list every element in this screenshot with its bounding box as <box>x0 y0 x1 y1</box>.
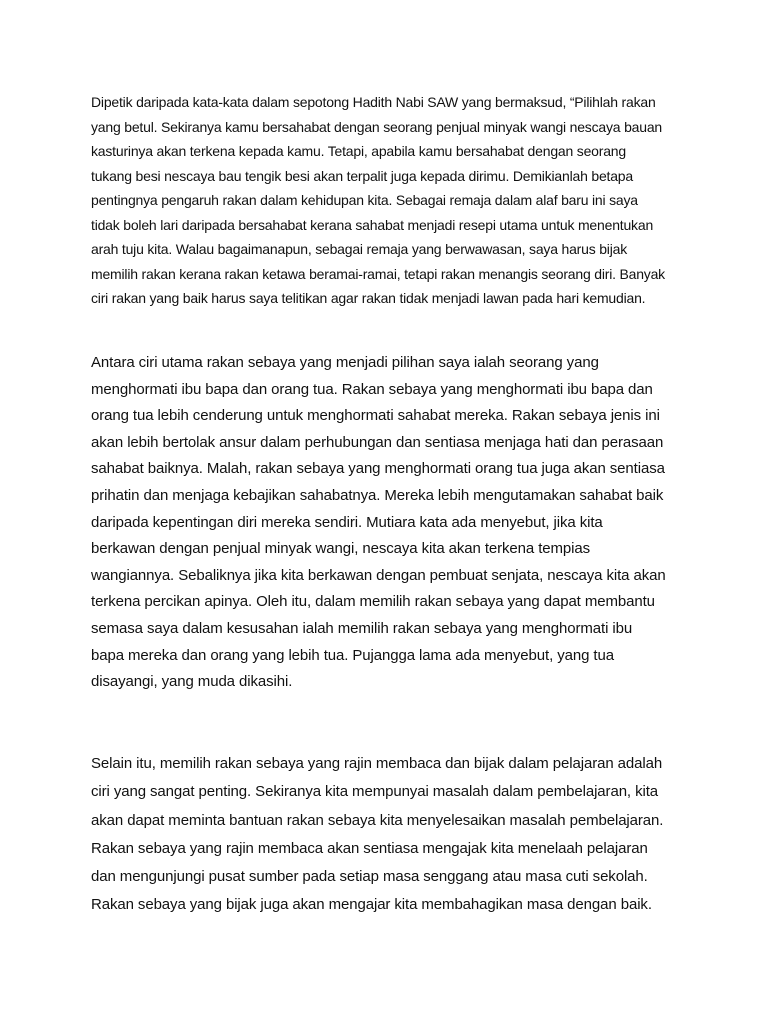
paragraph-3 <box>91 750 691 920</box>
text-line: arah tuju kita. Walau bagaimanapun, sebagai remaja yang berwawasan, saya harus bijak <box>91 241 628 257</box>
text-line: yang betul. Sekiranya kamu bersahabat dengan seorang penjual minyak wangi nescaya bauan <box>91 118 662 135</box>
text-line: bapa mereka dan orang yang lebih tua. Pujangga lama ada menyebut, yang tua <box>91 646 614 664</box>
text-line: dan mengunjungi pusat sumber pada setiap masa senggang atau masa cuti sekolah. <box>91 868 648 886</box>
text-line: Antara ciri utama rakan sebaya yang menjadi pilihan saya ialah seorang yang <box>91 354 599 371</box>
text-line: akan lebih bertolak ansur dalam perhubungan dan sentiasa menjaga hati dan perasaan <box>91 433 664 451</box>
text-line: berkawan dengan penjual minyak wangi, nescaya kita akan terkena tempias <box>91 540 591 558</box>
text-line: kasturinya akan terkena kepada kamu. Tetapi, apabila kamu bersahabat dengan seorang <box>91 143 626 159</box>
text-line: akan dapat meminta bantuan rakan sebaya kita menyelesaikan masalah pembelajaran. <box>91 811 664 829</box>
text-line: wangiannya. Sebaliknya jika kita berkawan dengan pembuat senjata, nescaya kita akan <box>91 566 666 584</box>
text-line: tidak boleh lari daripada bersahabat kerana sahabat menjadi resepi utama untuk menentukan <box>91 216 654 233</box>
text-line: menghormati ibu bapa dan orang tua. Rakan sebaya yang menghormati ibu bapa dan <box>91 380 653 398</box>
text-line: semasa saya dalam kesusahan ialah memilih rakan sebaya yang menghormati ibu <box>91 619 633 637</box>
text-line: disayangi, yang muda dikasihi. <box>91 673 293 691</box>
text-line: prihatin dan menjaga kebajikan sahabatnya. Mereka lebih mengutamakan sahabat baik <box>91 486 664 504</box>
text-line: Rakan sebaya yang rajin membaca akan sentiasa mengajak kita menelaah pelajaran <box>91 839 648 857</box>
text-line: orang tua lebih cenderung untuk menghormati sahabat mereka. Rakan sebaya jenis ini <box>91 407 660 425</box>
text-line: terkena percikan apinya. Oleh itu, dalam memilih rakan sebaya yang dapat membantu <box>91 593 655 611</box>
paragraph-2 <box>91 350 691 696</box>
text-line: Rakan sebaya yang bijak juga akan mengajar kita membahagikan masa dengan baik. <box>91 896 652 914</box>
text-line: ciri rakan yang baik harus saya telitikan agar rakan tidak menjadi lawan pada hari kemudian. <box>91 290 646 306</box>
text-line: tukang besi nescaya bau tengik besi akan terpalit juga kepada dirimu. Demikianlah betapa <box>91 167 633 184</box>
text-line: Selain itu, memilih rakan sebaya yang rajin membaca dan bijak dalam pelajaran adalah <box>91 755 663 772</box>
text-line: sahabat baiknya. Malah, rakan sebaya yang menghormati orang tua juga akan sentiasa <box>91 460 665 478</box>
text-line: ciri yang sangat penting. Sekiranya kita mempunyai masalah dalam pembelajaran, kita <box>91 783 659 801</box>
paragraph-1 <box>91 90 691 311</box>
text-line: daripada kepentingan diri mereka sendiri. Mutiara kata ada menyebut, jika kita <box>91 513 603 531</box>
text-line: memilih rakan kerana rakan ketawa beramai-ramai, tetapi rakan menangis seorang diri. Banyak <box>91 265 665 282</box>
text-line: Dipetik daripada kata-kata dalam sepotong Hadith Nabi SAW yang bermaksud, “Pilihlah rakan <box>91 94 656 110</box>
text-line: pentingnya pengaruh rakan dalam kehidupan kita. Sebagai remaja dalam alaf baru ini saya <box>91 192 638 208</box>
